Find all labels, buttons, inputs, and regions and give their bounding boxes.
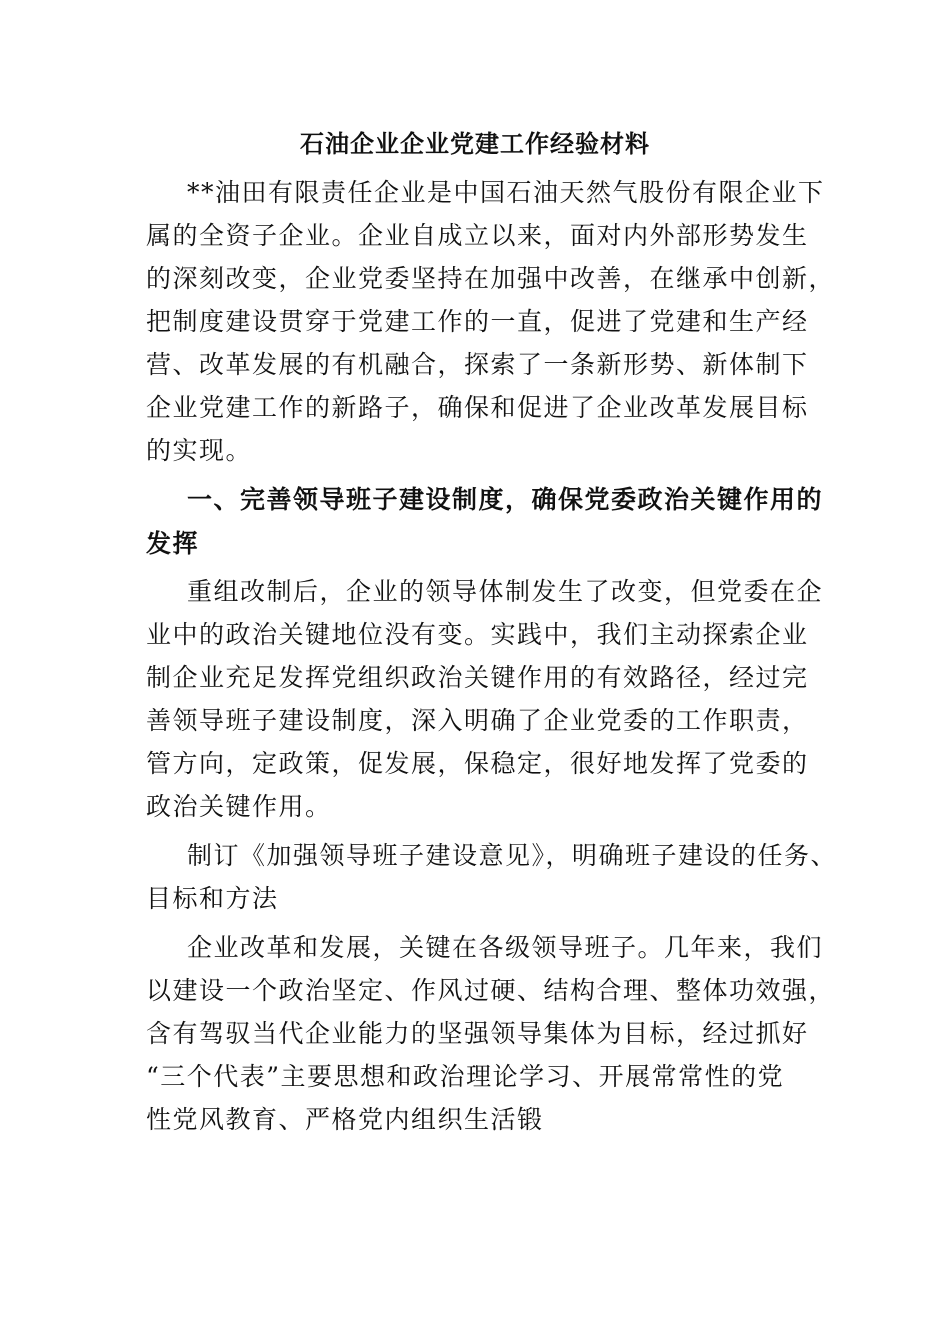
- section-heading-line-2: 发挥: [146, 529, 200, 558]
- section2-line-5: 性党风教育、严格党内组织生活锻: [146, 1105, 544, 1134]
- section2-line-2: 以建设一个政治坚定、作风过硬、结构合理、整体功效强，: [146, 976, 836, 1005]
- subheading-line-1: 制订《加强领导班子建设意见》，明确班子建设的任务、: [187, 841, 838, 870]
- section-heading-line-1: 一、完善领导班子建设制度，确保党委政治关键作用的: [187, 485, 824, 514]
- section1-line-1: 重组改制后，企业的领导体制发生了改变，但党委在企: [187, 577, 824, 606]
- section1-line-5: 管方向，定政策，促发展，保稳定，很好地发挥了党委的: [146, 749, 809, 778]
- section1-line-6: 政治关键作用。: [146, 792, 332, 821]
- intro-line-2: 属的全资子企业。企业自成立以来，面对内外部形势发生: [146, 221, 809, 250]
- section2-line-3: 含有驾驭当代企业能力的坚强领导集体为目标，经过抓好: [146, 1019, 809, 1048]
- intro-line-1: **油田有限责任企业是中国石油天然气股份有限企业下: [187, 178, 825, 207]
- document-title: 石油企业企业党建工作经验材料: [300, 129, 650, 158]
- intro-line-4: 把制度建设贯穿于党建工作的一直，促进了党建和生产经: [146, 307, 809, 336]
- intro-line-7: 的实现。: [146, 436, 253, 465]
- section1-line-2: 业中的政治关键地位没有变。实践中，我们主动探索企业: [146, 620, 809, 649]
- section2-line-4: “三个代表”主要思想和政治理论学习、开展常常性的党: [146, 1062, 785, 1091]
- subheading-line-2: 目标和方法: [146, 884, 279, 913]
- section1-line-3: 制企业充足发挥党组织政治关键作用的有效路径，经过完: [146, 663, 809, 692]
- intro-line-6: 企业党建工作的新路子，确保和促进了企业改革发展目标: [146, 393, 809, 422]
- intro-line-5: 营、改革发展的有机融合，探索了一条新形势、新体制下: [146, 350, 809, 379]
- section1-line-4: 善领导班子建设制度，深入明确了企业党委的工作职责，: [146, 706, 809, 735]
- intro-line-3: 的深刻改变，企业党委坚持在加强中改善，在继承中创新，: [146, 264, 836, 293]
- section2-line-1: 企业改革和发展，关键在各级领导班子。几年来，我们: [187, 933, 824, 962]
